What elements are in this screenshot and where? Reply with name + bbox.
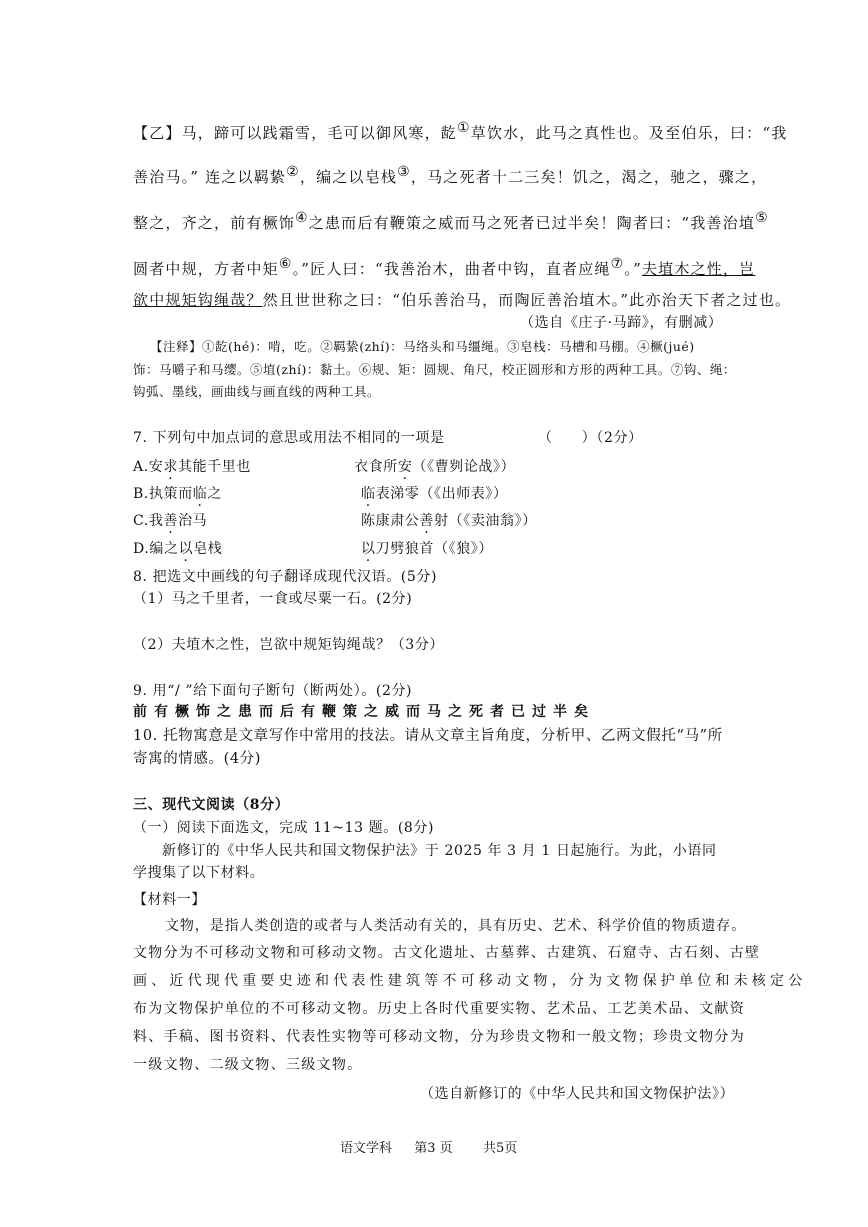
q7-option-d-left: D.编之以皂栈: [133, 541, 223, 557]
q7-option-d-right: 以刀劈狼首（《狼》）: [361, 541, 494, 557]
yi-line-2: 善治马。” 连之以羁絷②，编之以皂栈③，马之死者十二三矣！饥之，渴之，驰之，骤之，: [133, 164, 768, 186]
q10-line-1: 10. 托物寓意是文章写作中常用的技法。请从文章主旨角度，分析甲、乙两文假托“马”所: [133, 728, 723, 744]
material-1-line: 画、近代现代重要史迹和代表性建筑等不可移动文物，分为文物保护单位和未核定公: [133, 973, 807, 989]
material-1-source: （选自新修订的《中华人民共和国文物保护法》）: [420, 1086, 735, 1102]
q7-option-b-left: B.执策而临之: [133, 486, 222, 502]
footnote-marker: ④: [295, 210, 309, 226]
footnote-marker: ⑤: [755, 210, 769, 226]
q7-option-a-right: 衣食所安（《曹刿论战》）: [354, 459, 516, 475]
material-1-line: 文物分为不可移动文物和可移动文物。古文化遗址、古墓葬、古建筑、石窟寺、古石刻、古壁: [133, 945, 761, 961]
footnote-marker: ⑥: [278, 256, 293, 272]
q9-stem: 9. 用“/ ”给下面句子断句（断两处）。(2分): [133, 683, 413, 699]
footnote-marker: ②: [286, 164, 300, 180]
material-1-line: 文物，是指人类创造的或者与人类活动有关的，具有历史、艺术、科学价值的物质遗存。: [165, 918, 747, 934]
yi-source: （选自《庄子·马蹄》，有删减）: [520, 315, 723, 331]
q7-option-b-right: 临表涕零（《出师表》）: [361, 486, 508, 502]
q7-option-a-left: A.安求其能千里也: [133, 459, 251, 475]
footnote-marker: ③: [397, 164, 411, 180]
q7-option-c-left: C.我善治马: [133, 513, 208, 529]
material-1-line: 布为文物保护单位的不可移动文物。历史上各时代重要实物、艺术品、工艺美术品、文献资: [133, 1001, 745, 1017]
material-1-title: 【材料一】: [133, 892, 206, 908]
intro-line-2: 学搜集了以下材料。: [133, 865, 265, 881]
q7-option-c-right: 陈康肃公善射（《卖油翁》）: [361, 513, 537, 529]
yi-line-1: 【乙】马，蹄可以践霜雪，毛可以御风寒，龁①草饮水，此马之真性也。及至伯乐，曰：“我: [133, 120, 788, 142]
yi-line-5: 欲中规矩钩绳哉？然且世世称之曰：“伯乐善治马，而陶匠善治埴木。”此亦治天下者之过也。: [133, 291, 792, 309]
footnote-marker: ⑦: [610, 256, 625, 272]
q8-sentence-2: （2）夫埴木之性，岂欲中规矩钩绳哉？（3分）: [133, 637, 445, 653]
underlined-sentence: 夫埴木之性，岂: [641, 260, 756, 278]
notes-line-2: 饰：马嚼子和马缨。⑤埴(zhí)：黏土。⑥规、矩：圆规、角尺，校正圆形和方形的两种工具。⑦钩、绳：: [133, 362, 736, 377]
q10-line-2: 寄寓的情感。(4分): [133, 751, 262, 767]
q8-stem: 8. 把选文中画线的句子翻译成现代汉语。(5分): [133, 569, 438, 585]
page-footer: 语文学科 第3 页 共5页: [340, 1141, 518, 1156]
yi-line-3: 整之，齐之，前有橛饰④之患而后有鞭策之威而马之死者已过半矣！陶者曰：“我善治埴⑤: [133, 210, 769, 232]
underlined-sentence: 欲中规矩钩绳哉？: [133, 291, 263, 309]
material-1-line: 料、手稿、图书资料、代表性实物等可移动文物，分为珍贵文物和一般文物；珍贵文物分为: [133, 1029, 745, 1045]
q7-stem: 7. 下列句中加点词的意思或用法不相同的一项是: [133, 430, 445, 446]
footnote-marker: ①: [457, 120, 471, 136]
q7-answer-blank: （ ）（2分）: [538, 430, 643, 446]
q8-sentence-1: （1）马之千里者，一食或尽粟一石。(2分): [133, 591, 413, 607]
material-1-line: 一级文物、二级文物、三级文物。: [133, 1057, 363, 1073]
section-3-subtitle: （一）阅读下面选文，完成 11~13 题。(8分): [133, 820, 435, 836]
yi-line-4: 圆者中规，方者中矩⑥。”匠人曰：“我善治木，曲者中钩，直者应绳⑦。”夫埴木之性，岂: [133, 256, 756, 278]
q9-sentence: 前有橛饰之患而后有鞭策之威而马之死者已过半矣: [133, 704, 595, 720]
section-3-title: 三、现代文阅读（8分）: [133, 797, 290, 813]
notes-line-1: 【注释】①龁(hé)：啃，吃。②羁絷(zhí)：马络头和马缰绳。③皂栈：马槽和马棚。④橛(jué): [150, 339, 695, 354]
notes-line-3: 钩弧、墨线，画曲线与画直线的两种工具。: [133, 384, 381, 399]
intro-line-1: 新修订的《中华人民共和国文物保护法》于 2025 年 3 月 1 日起施行。为此，小语同: [162, 843, 717, 859]
